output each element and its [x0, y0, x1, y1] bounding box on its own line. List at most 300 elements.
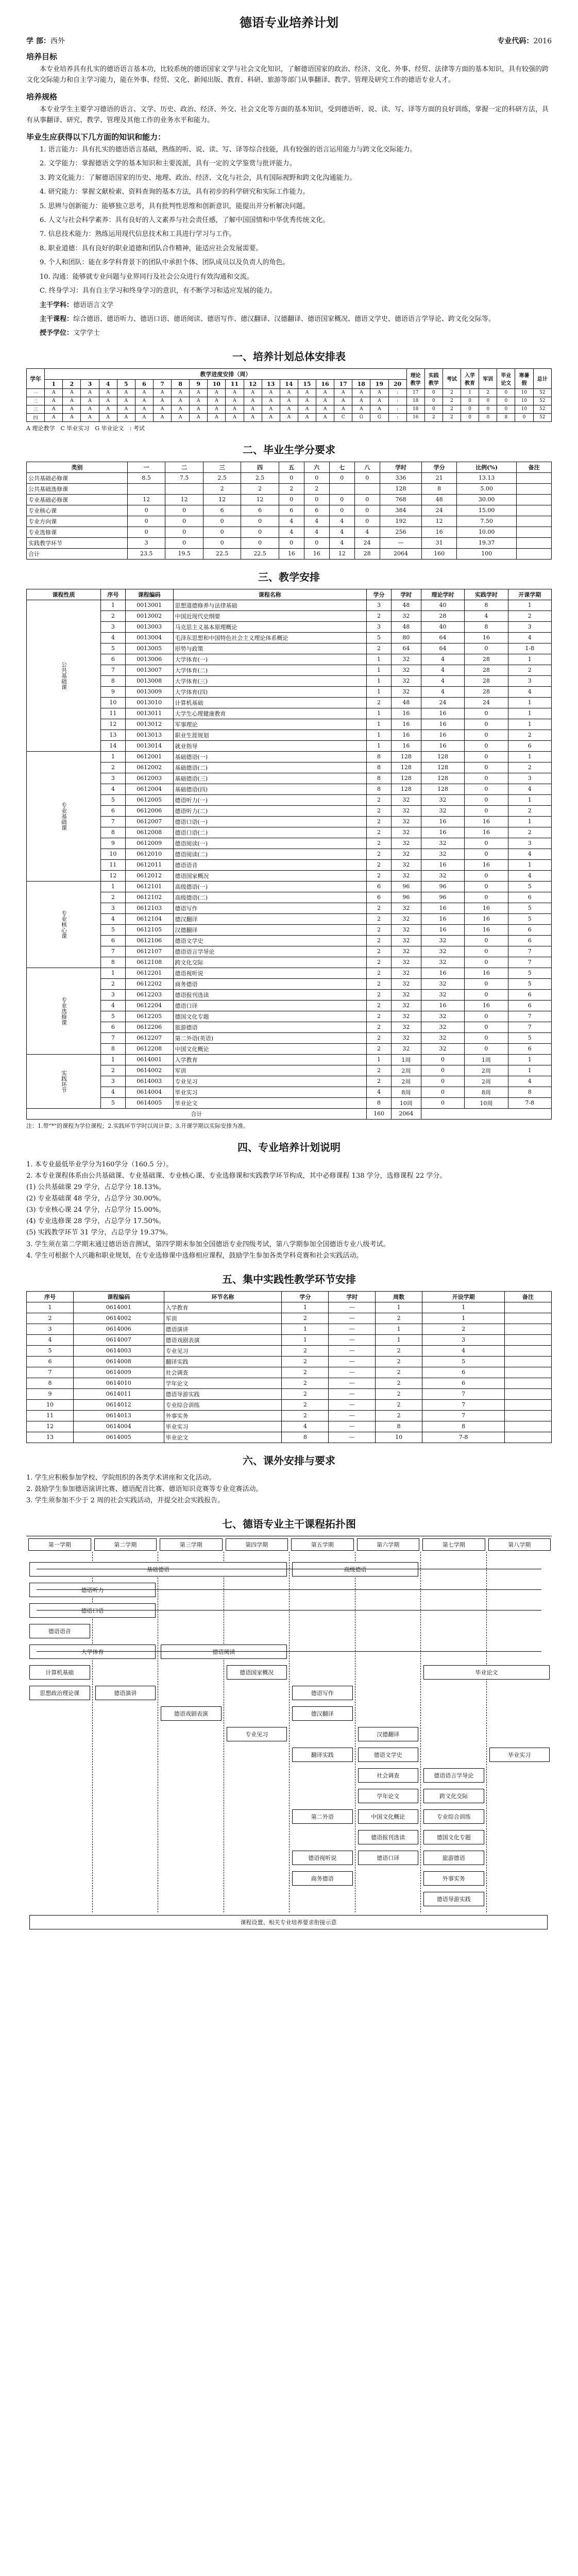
week-num: 8 [172, 379, 190, 388]
stat-cell: 0 [461, 405, 479, 413]
explanation-item: (1) 公共基础课 29 学分，占总学分 18.13%。 [26, 1183, 166, 1192]
course-cell: 28 [465, 675, 508, 686]
week-cell: A [190, 413, 208, 421]
course-cell: 2 [367, 805, 392, 816]
week-cell: A [280, 405, 298, 413]
credit-cell: 8.5 [127, 472, 165, 483]
course-cell: 4 [465, 611, 508, 621]
course-cell: 0 [465, 881, 508, 892]
course-cell: 13 [100, 730, 125, 740]
course-cell: 1 [367, 730, 392, 740]
course-cell: 5 [100, 924, 125, 935]
course-cell: 8 [100, 957, 125, 968]
course-cell: 32 [421, 978, 464, 989]
practice-row [27, 1334, 552, 1345]
explanation-item: (5) 实践教学环节 31 学分，占总学分 19.37%。 [26, 1229, 173, 1237]
course-cell: 0612204 [125, 1000, 173, 1011]
course-cell: 0614005 [125, 1097, 173, 1108]
col-label: 教学进度安排（周） [45, 368, 407, 379]
course-row [27, 978, 552, 989]
course-cell: 5 [508, 978, 551, 989]
week-cell: A [117, 397, 135, 405]
course-row [27, 621, 552, 632]
credit-cell: 30.00 [456, 494, 516, 505]
week-cell: : [388, 397, 406, 405]
course-cell: 0614002 [125, 1065, 173, 1076]
practice-cell: 2 [376, 1388, 422, 1399]
stat-cell: 0 [497, 405, 515, 413]
stat-cell: 18 [406, 405, 424, 413]
practice-cell: — [329, 1378, 376, 1388]
course-cell: 1周 [465, 1054, 508, 1065]
course-cell: 8 [465, 621, 508, 632]
course-cell: 德语听力(一) [173, 794, 367, 805]
course-cell: 6 [508, 924, 551, 935]
course-row [27, 946, 552, 957]
course-row [27, 1054, 552, 1065]
course-cell: 0612003 [125, 773, 173, 784]
course-cell: 0612001 [125, 751, 173, 762]
credit-cell: 0 [127, 516, 165, 527]
course-cell: 16 [465, 913, 508, 924]
credit-cell: 4 [304, 527, 329, 537]
course-cell: 0612207 [125, 1032, 173, 1043]
week-cell: A [117, 388, 135, 397]
credit-cell: 专业方向课 [27, 516, 128, 527]
subject-line: 主干学科：德语语言文学 [40, 301, 114, 309]
course-cell: 毛泽东思想和中国特色社会主义理论体系概论 [173, 632, 367, 643]
course-cell: 8 [367, 784, 392, 794]
course-row [27, 924, 552, 935]
course-cell: 职业生涯规划 [173, 730, 367, 740]
course-cell: 2 [100, 978, 125, 989]
practice-row [27, 1388, 552, 1399]
practice-table [26, 1291, 552, 1443]
course-cell: 32 [391, 1011, 421, 1022]
knowledge-item: 4. 研究能力：掌握文献检索、资料查询的基本方法，具有初步的科学研究和实际工作能力。 [40, 188, 310, 196]
course-group: 实践环节 [27, 1054, 101, 1108]
credit-cell: 公共基础选修课 [27, 483, 128, 494]
course-cell: 4 [100, 784, 125, 794]
credit-cell: 12 [203, 494, 241, 505]
course-cell: 2 [367, 697, 392, 708]
course-cell: 2 [367, 643, 392, 654]
practice-cell: 11 [27, 1410, 74, 1421]
semester-divider [486, 1552, 487, 1912]
course-cell: 128 [391, 784, 421, 794]
course-cell: 16 [391, 730, 421, 740]
credit-cell [517, 537, 552, 548]
course-cell: 16 [421, 827, 464, 838]
course-cell: 2周 [465, 1065, 508, 1076]
week-cell: A [352, 405, 370, 413]
course-cell: 9 [100, 686, 125, 697]
practice-cell: 2 [282, 1356, 329, 1367]
sec4-title: 四、专业培养计划说明 [237, 1141, 341, 1154]
flow-line [37, 1589, 541, 1590]
course-cell: 4 [100, 1000, 125, 1011]
credit-cell: 100 [456, 548, 516, 559]
practice-cell [505, 1334, 552, 1345]
course-cell: 32 [391, 935, 421, 946]
course-cell: 中国文化概论 [173, 1043, 367, 1054]
course-cell: 5 [508, 1032, 551, 1043]
topology-node: 毕业论文 [423, 1665, 550, 1680]
course-cell: 0 [465, 784, 508, 794]
course-cell: 0612007 [125, 816, 173, 827]
week-cell: A [99, 413, 117, 421]
semester-header: 第六学期 [357, 1538, 420, 1551]
course-cell: 32 [421, 870, 464, 881]
practice-cell: 0614013 [73, 1410, 164, 1421]
col-stat: 考试 [443, 368, 461, 388]
course-cell: 0612002 [125, 762, 173, 773]
stat-cell: 52 [533, 413, 552, 421]
stat-cell: 0 [424, 388, 443, 397]
course-cell: 3 [508, 621, 551, 632]
course-cell: 1 [508, 708, 551, 719]
course-row [27, 794, 552, 805]
topology-node: 第二外语 [292, 1809, 353, 1824]
year-cell: 四 [27, 413, 45, 421]
week-num: 5 [117, 379, 135, 388]
course-cell: 1 [367, 708, 392, 719]
flow-line [37, 1651, 541, 1652]
course-cell: 0013013 [125, 730, 173, 740]
topology-node: 德语阅读 [161, 1645, 287, 1659]
stat-cell: 0 [497, 397, 515, 405]
practice-cell: 0614002 [73, 1313, 164, 1324]
practice-cell: 2 [376, 1378, 422, 1388]
course-cell: 8 [367, 773, 392, 784]
practice-cell: 0614001 [73, 1302, 164, 1313]
credit-table [26, 462, 552, 560]
practice-row [27, 1432, 552, 1443]
course-cell: 德语报刊选读 [173, 989, 367, 1000]
week-cell: A [45, 405, 63, 413]
document-title: 德语专业培养计划 [240, 15, 338, 30]
credit-col: 四 [241, 462, 279, 472]
week-cell: A [172, 405, 190, 413]
course-cell: 128 [421, 773, 464, 784]
practice-row [27, 1324, 552, 1334]
course-cell: 32 [421, 935, 464, 946]
course-row [27, 697, 552, 708]
course-cell: 0 [465, 762, 508, 773]
practice-cell: 0614006 [73, 1324, 164, 1334]
credit-cell: 0 [279, 472, 304, 483]
week-cell: A [45, 413, 63, 421]
course-cell: 16 [465, 924, 508, 935]
course-cell: 高级德语(一) [173, 881, 367, 892]
course-cell: 96 [421, 892, 464, 903]
course-cell: 0013006 [125, 654, 173, 665]
knowledge-item: 5. 思辨与创新能力：能够独立思考，具有批判性思维和创新意识，能提出并分析解决问题。 [40, 202, 310, 210]
credit-cell: 0 [241, 537, 279, 548]
course-cell: 基础德语(四) [173, 784, 367, 794]
topology-node: 学年论文 [358, 1789, 419, 1803]
course-cell: 32 [391, 838, 421, 849]
week-cell: A [190, 405, 208, 413]
topology-node: 德语写作 [292, 1686, 353, 1700]
course-cell: 2 [100, 1065, 125, 1076]
credit-cell: 0 [203, 527, 241, 537]
course-total-cell: 160 [367, 1108, 392, 1119]
stat-cell: 10 [515, 405, 533, 413]
credit-cell: 6 [241, 505, 279, 516]
topology-node: 德语演讲 [95, 1686, 156, 1700]
course-cell: 7 [508, 1011, 551, 1022]
practice-cell: — [329, 1356, 376, 1367]
course-row [27, 751, 552, 762]
credit-cell: 4 [304, 516, 329, 527]
credit-row [27, 516, 552, 527]
schedule-row [27, 388, 552, 397]
credit-cell: 0 [354, 494, 380, 505]
extracurricular-item: 3. 学生须参加不少于 2 周的社会实践活动，并提交社会实践报告。 [26, 1496, 225, 1504]
course-cell: 0013003 [125, 621, 173, 632]
course-cell: 32 [391, 1032, 421, 1043]
course-cell: 0612006 [125, 805, 173, 816]
course-cell: 基础德语(一) [173, 751, 367, 762]
course-cell: 32 [391, 794, 421, 805]
course-cell: 商务德语 [173, 978, 367, 989]
course-cell: 0612208 [125, 1043, 173, 1054]
course-row [27, 686, 552, 697]
course-cell: 16 [421, 913, 464, 924]
practice-cell: 4 [282, 1421, 329, 1432]
course-cell: 2 [367, 870, 392, 881]
course-total-row [27, 1108, 552, 1119]
stat-cell: 0 [497, 388, 515, 397]
course-cell: 0614003 [125, 1076, 173, 1087]
course-row [27, 643, 552, 654]
week-cell: A [135, 388, 153, 397]
course-cell: 8 [100, 827, 125, 838]
week-num: 20 [388, 379, 406, 388]
course-cell: 32 [391, 924, 421, 935]
course-cell: 军事理论 [173, 719, 367, 730]
topology-node: 旅游德语 [423, 1851, 484, 1865]
topology-node: 德语听力 [29, 1583, 156, 1597]
course-cell: 0614004 [125, 1087, 173, 1097]
knowledge-item: 1. 语言能力：具有扎实的德语语言基础，熟练的听、说、读、写、译等综合技能，具有较强的语言运用能力与跨文化交际能力。 [40, 145, 417, 154]
practice-cell [505, 1388, 552, 1399]
extracurricular-item: 1. 学生应积极参加学校、学院组织的各类学术讲座和文化活动。 [26, 1473, 216, 1482]
topology-node: 德语语言学导论 [423, 1768, 484, 1783]
credit-cell: 384 [380, 505, 422, 516]
course-cell: 5 [100, 794, 125, 805]
course-cell: 1 [508, 1054, 551, 1065]
stat-cell: 0 [461, 413, 479, 421]
course-cell: 64 [421, 643, 464, 654]
course-cell: 40 [421, 600, 464, 611]
course-cell: 2 [367, 849, 392, 859]
week-cell: A [99, 388, 117, 397]
semester-header: 第三学期 [160, 1538, 223, 1551]
semester-header: 第四学期 [226, 1538, 288, 1551]
course-cell: 4 [508, 686, 551, 697]
topology-node: 专业综合训练 [423, 1809, 484, 1824]
practice-cell: 1 [27, 1302, 74, 1313]
course-cell: 2周 [465, 1076, 508, 1087]
course-cell: 16 [421, 903, 464, 913]
schedule-row [27, 397, 552, 405]
stat-cell: 52 [533, 397, 552, 405]
practice-cell: 0614009 [73, 1367, 164, 1378]
course-cell: 16 [465, 827, 508, 838]
major-field: 学 部：西外 [26, 37, 65, 45]
semester-header: 第二学期 [94, 1538, 157, 1551]
practice-row [27, 1313, 552, 1324]
course-cell: 0612102 [125, 892, 173, 903]
practice-cell: 德语导游实践 [164, 1388, 282, 1399]
practice-cell: 1 [282, 1302, 329, 1313]
course-cell: 128 [391, 773, 421, 784]
course-cell: 16 [465, 632, 508, 643]
credit-cell: 2 [304, 483, 329, 494]
col-stat: 总计 [533, 368, 552, 388]
week-cell: A [262, 413, 280, 421]
stat-cell: 2 [443, 397, 461, 405]
course-cell: 2 [100, 611, 125, 621]
course-cell: 德国文化专题 [173, 1011, 367, 1022]
topology-node: 基础德语 [29, 1562, 287, 1577]
week-cell: A [63, 397, 81, 405]
practice-cell: 入学教育 [164, 1302, 282, 1313]
practice-cell: 外事实务 [164, 1410, 282, 1421]
course-col: 学分 [367, 589, 392, 600]
course-cell: 0612107 [125, 946, 173, 957]
credit-cell: 0 [241, 527, 279, 537]
course-row [27, 805, 552, 816]
course-cell: 德语文学史 [173, 935, 367, 946]
practice-cell: 2 [27, 1313, 74, 1324]
course-cell: 24 [465, 697, 508, 708]
course-row [27, 1043, 552, 1054]
credit-cell: 0 [304, 494, 329, 505]
practice-cell: 0614005 [73, 1432, 164, 1443]
course-cell: 0 [465, 892, 508, 903]
credit-cell: 0 [354, 472, 380, 483]
practice-cell: 0614008 [73, 1356, 164, 1367]
course-cell: 1 [367, 665, 392, 675]
credit-cell [354, 483, 380, 494]
course-cell: 大学体育(一) [173, 654, 367, 665]
practice-cell: 2 [376, 1410, 422, 1421]
col-stat: 寒暑假 [515, 368, 533, 388]
week-num: 1 [45, 379, 63, 388]
course-cell: 2 [367, 989, 392, 1000]
topology-node: 德国文化专题 [423, 1830, 484, 1844]
practice-cell: 2 [282, 1399, 329, 1410]
course-cell: 2周 [391, 1076, 421, 1087]
credit-col: 八 [354, 462, 380, 472]
course-cell: 德语口译 [173, 1000, 367, 1011]
course-cell: 2 [367, 946, 392, 957]
course-cell: 0 [465, 989, 508, 1000]
course-cell: 0612009 [125, 838, 173, 849]
course-cell: 4 [508, 632, 551, 643]
course-row [27, 827, 552, 838]
course-cell: 5 [367, 632, 392, 643]
credit-col: 三 [203, 462, 241, 472]
course-cell: 5 [508, 968, 551, 978]
courses-line: 主干课程：综合德语、德语听力、德语口语、德语阅读、德语写作、德汉翻译、汉德翻译、德语国家概况、德语文学史、德语语言学导论、跨文化交际等。 [40, 315, 496, 323]
course-cell: 32 [421, 989, 464, 1000]
course-cell: 0013002 [125, 611, 173, 621]
course-cell: 128 [391, 762, 421, 773]
week-cell: A [81, 397, 99, 405]
course-row [27, 773, 552, 784]
stat-cell: 0 [479, 397, 497, 405]
topology-footer: 课程设置、相关专业培养要求衔接示意 [29, 1915, 548, 1929]
credit-cell: 28 [354, 548, 380, 559]
week-num: 14 [280, 379, 298, 388]
stat-cell: 8 [497, 413, 515, 421]
course-cell: 2 [367, 1011, 392, 1022]
course-cell: 1 [100, 751, 125, 762]
stat-cell: 2 [443, 405, 461, 413]
course-cell: 4 [508, 849, 551, 859]
semester-header: 第一学期 [28, 1538, 91, 1551]
course-cell: 32 [391, 870, 421, 881]
course-cell: 3 [508, 675, 551, 686]
credit-cell: 4 [329, 516, 354, 527]
week-cell: A [99, 405, 117, 413]
course-group: 公共基础课 [27, 600, 101, 751]
practice-cell: 2 [376, 1345, 422, 1356]
practice-cell: 0614012 [73, 1399, 164, 1410]
practice-cell: 2 [422, 1324, 505, 1334]
course-cell: 4 [367, 1087, 392, 1097]
practice-cell: 10 [376, 1432, 422, 1443]
course-footnote: 注：1.带"*"的课程为学位课程；2.实践环节学时以周计算；3.开课学期以实际安排为准。 [26, 1122, 249, 1129]
credit-cell [329, 483, 354, 494]
course-cell: 32 [391, 978, 421, 989]
practice-cell: 0614007 [73, 1334, 164, 1345]
course-cell: 0013005 [125, 643, 173, 654]
course-cell: 8 [100, 1043, 125, 1054]
practice-cell: 1 [282, 1334, 329, 1345]
practice-cell: 2 [282, 1367, 329, 1378]
credit-cell: 16 [304, 548, 329, 559]
course-cell: 16 [465, 903, 508, 913]
course-row [27, 632, 552, 643]
course-row [27, 1000, 552, 1011]
practice-cell: 8 [422, 1421, 505, 1432]
course-cell: 128 [391, 751, 421, 762]
practice-cell: — [329, 1388, 376, 1399]
credit-cell: 0 [304, 472, 329, 483]
credit-col: 二 [165, 462, 203, 472]
credit-cell: 3 [127, 537, 165, 548]
credit-row [27, 494, 552, 505]
course-col: 开课学期 [508, 589, 551, 600]
course-cell: 0 [421, 1065, 464, 1076]
practice-row [27, 1378, 552, 1388]
course-cell: 5 [100, 1097, 125, 1108]
course-cell: 14 [100, 740, 125, 751]
week-cell: A [352, 397, 370, 405]
course-cell: 0013009 [125, 686, 173, 697]
course-cell: 德语口语(二) [173, 827, 367, 838]
course-row [27, 935, 552, 946]
credit-cell: 31 [422, 537, 457, 548]
knowledge-heading: 毕业生应获得以下几方面的知识和能力： [26, 132, 166, 142]
course-cell: 入学教育 [173, 1054, 367, 1065]
practice-cell: 8 [376, 1421, 422, 1432]
